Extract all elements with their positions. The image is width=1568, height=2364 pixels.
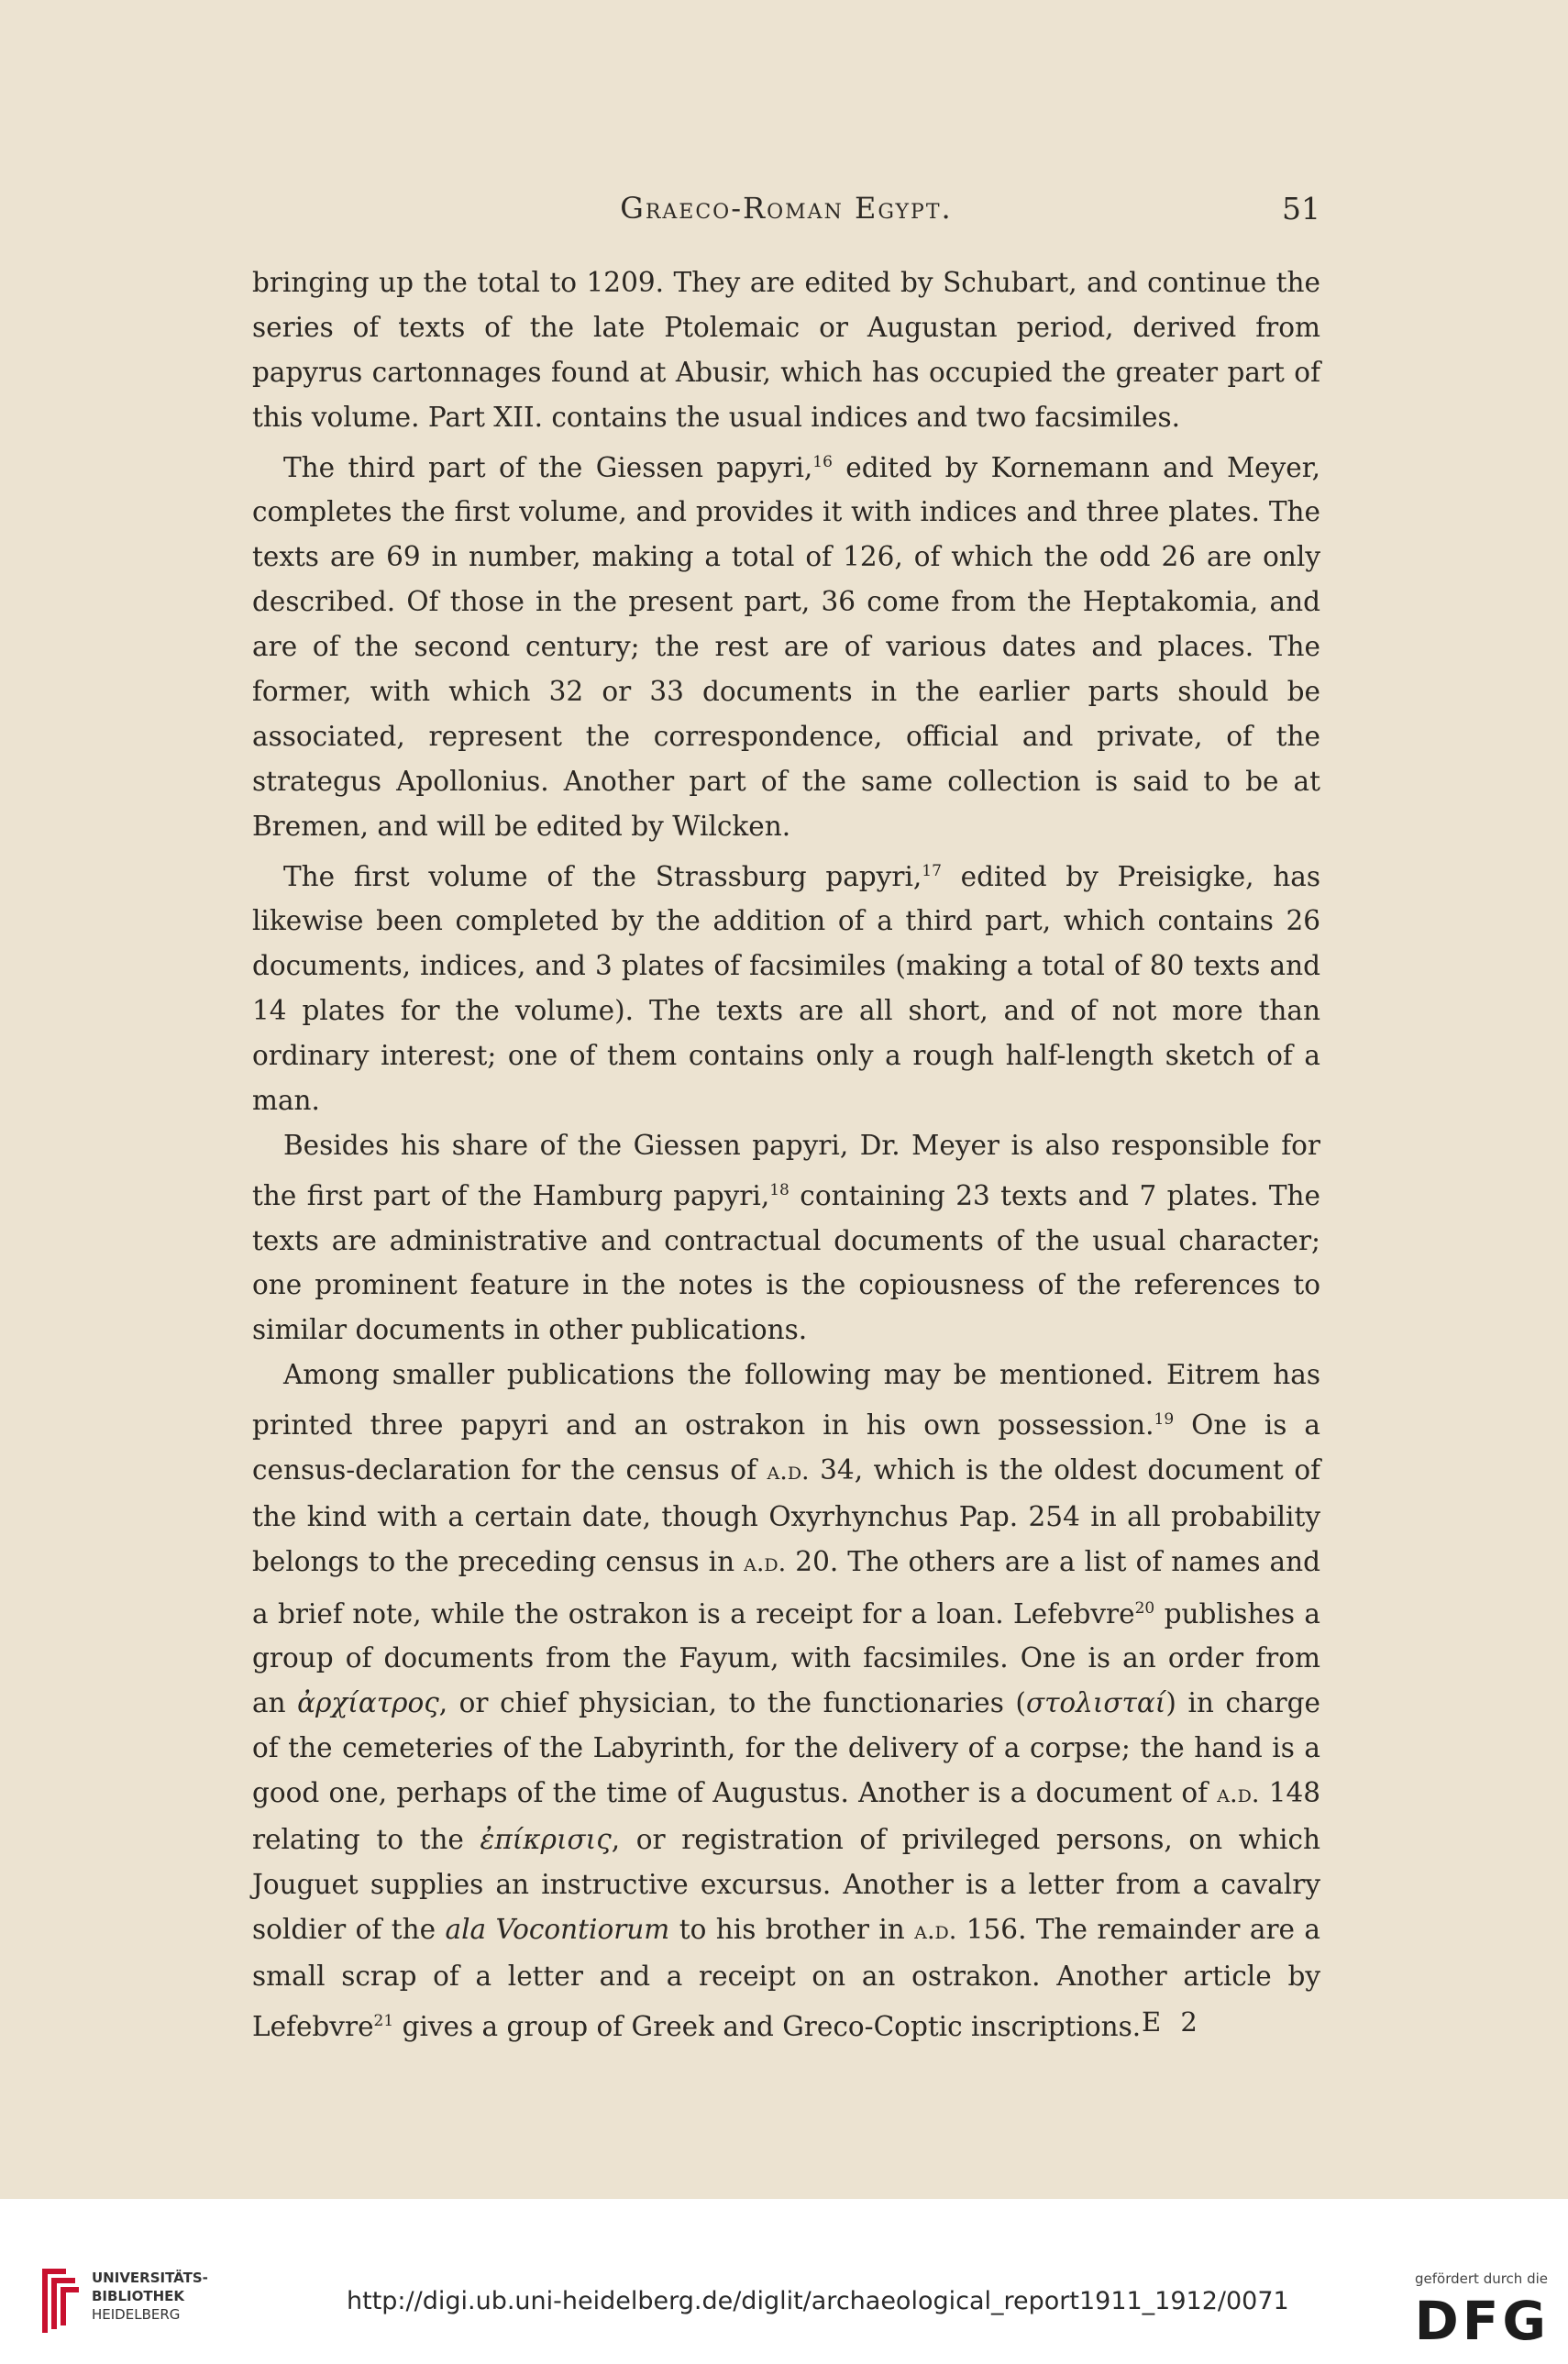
paragraph-text: 20. The others are a list of names and a brief note, while the ostrakon is a receipt for a loan. Lefebvre	[252, 1545, 1320, 1629]
greek-term: στολισταί	[1025, 1687, 1166, 1719]
greek-term: ἀρχίατρος	[297, 1687, 439, 1719]
paragraph-text: containing 23 texts and 7 plates. The texts are administrative and contractual documents of the usual character; one prominent feature in the notes is the copiousness of the references to similar documents in other publications.	[252, 1179, 1320, 1346]
paragraph-text: Among smaller publications the following may be mentioned. Eitrem has printed three papyri and an ostrakon in his own possession.	[252, 1359, 1320, 1441]
paragraph-text: bringing up the total to 1209. They are edited by Schubart, and continue the series of texts of the late Ptolemaic or Augustan period, derived from papyrus cartonnages found at Abusir, which has occupied the greater part of this volume. Part XII. contains the usual indices and two facsimiles.	[252, 267, 1320, 433]
library-name	[92, 2269, 208, 2324]
footnote-ref: 18	[769, 1180, 790, 1199]
paragraph	[252, 260, 1320, 440]
era-abbrev: a.d.	[744, 1548, 787, 1577]
paragraph-text: , or registration of privileged persons, on which Jouguet supplies an instructive excursus. Another is a letter from a cavalry soldier of the	[252, 1823, 1320, 1945]
running-head	[252, 191, 1320, 235]
greek-term: ἐπίκρισις	[480, 1823, 612, 1855]
paragraph-text: publishes a group of documents from the Fayum, with facsimiles. One is an order from an	[252, 1597, 1320, 1719]
paragraph	[252, 440, 1320, 849]
paragraph-text: 156. The remainder are a small scrap of a letter and a receipt on an ostrakon. Another article by Lefebvre	[252, 1913, 1321, 2042]
paragraph-text: 148 relating to the	[252, 1777, 1320, 1855]
paragraph-text: Besides his share of the Giessen papyri, Dr. Meyer is also responsible for the first part of the Hamburg papyri,	[252, 1129, 1320, 1211]
paragraph-text: The first volume of the Strassburg papyri,	[283, 860, 922, 892]
body-text	[252, 260, 1320, 2049]
paragraph	[252, 1353, 1320, 2049]
italic-term: ala Vocontiorum	[445, 1913, 670, 1945]
footnote-ref: 16	[812, 452, 833, 471]
dfg-logo[interactable]: DFG	[1414, 2290, 1550, 2352]
footnote-ref: 21	[373, 2011, 394, 2030]
footnote-ref: 17	[922, 861, 942, 880]
permalink-url[interactable]: http://digi.ub.uni-heidelberg.de/diglit/archaeological_report1911_1912/0071	[347, 2287, 1289, 2315]
paragraph	[252, 1123, 1320, 1353]
paragraph-text: edited by Preisigke, has likewise been completed by the addition of a third part, which contains 26 documents, indices, and 3 plates of facsimiles (making a total of 80 texts and 14 plates for the volume). The texts are all short, and of not more than ordinary interest; one of them contains only a rough half-length sketch of a man.	[252, 860, 1320, 1116]
library-name-line3: HEIDELBERG	[92, 2306, 181, 2323]
paragraph-text: , or chief physician, to the functionaries (	[438, 1687, 1026, 1719]
footnote-ref: 19	[1154, 1410, 1175, 1430]
paragraph-text: to his brother in	[669, 1913, 915, 1945]
running-title: Graeco-Roman Egypt.	[620, 191, 953, 226]
footnote-ref: 20	[1134, 1598, 1155, 1618]
footer-bar	[0, 2199, 1568, 2364]
paragraph-text: One is a census-declaration for the census of	[252, 1408, 1321, 1486]
library-name-line2: BIBLIOTHEK	[92, 2288, 184, 2304]
paragraph-text: ) in charge of the cemeteries of the Labyrinth, for the delivery of a corpse; the hand is a good one, perhaps of the time of Augustus. Another is a document of	[252, 1687, 1320, 1809]
library-logo-icon	[39, 2265, 81, 2336]
library-name-line1: UNIVERSITÄTS-	[92, 2270, 208, 2286]
paragraph	[252, 849, 1320, 1123]
paragraph-text: edited by Kornemann and Meyer, completes the first volume, and provides it with indices and three plates. The texts are 69 in number, making a total of 126, of which the odd 26 are only described. Of those in the present part, 36 come from the Heptakomia, and are of the second century; the rest are of various dates and places. The former, with which 32 or 33 documents in the earlier parts should be associated, represent the correspondence, official and private, of the strategus Apollonius. Another part of the same collection is said to be at Bremen, and will be edited by Wilcken.	[252, 451, 1320, 842]
paragraph-text: gives a group of Greek and Greco-Coptic inscriptions.	[393, 2010, 1142, 2042]
library-logo[interactable]	[39, 2265, 222, 2338]
era-abbrev: a.d.	[767, 1456, 810, 1486]
page-number: 51	[1282, 191, 1320, 226]
era-abbrev: a.d.	[914, 1916, 957, 1945]
funded-by-label: gefördert durch die	[1415, 2270, 1548, 2287]
paragraph-text: 34, which is the oldest document of the kind with a certain date, though Oxyrhynchus Pap. 254 in all probability belongs to the preceding census in	[252, 1453, 1320, 1577]
signature-mark: E 2	[1142, 2006, 1203, 2038]
paragraph-text: The third part of the Giessen papyri,	[283, 451, 813, 483]
era-abbrev: a.d.	[1217, 1780, 1260, 1809]
